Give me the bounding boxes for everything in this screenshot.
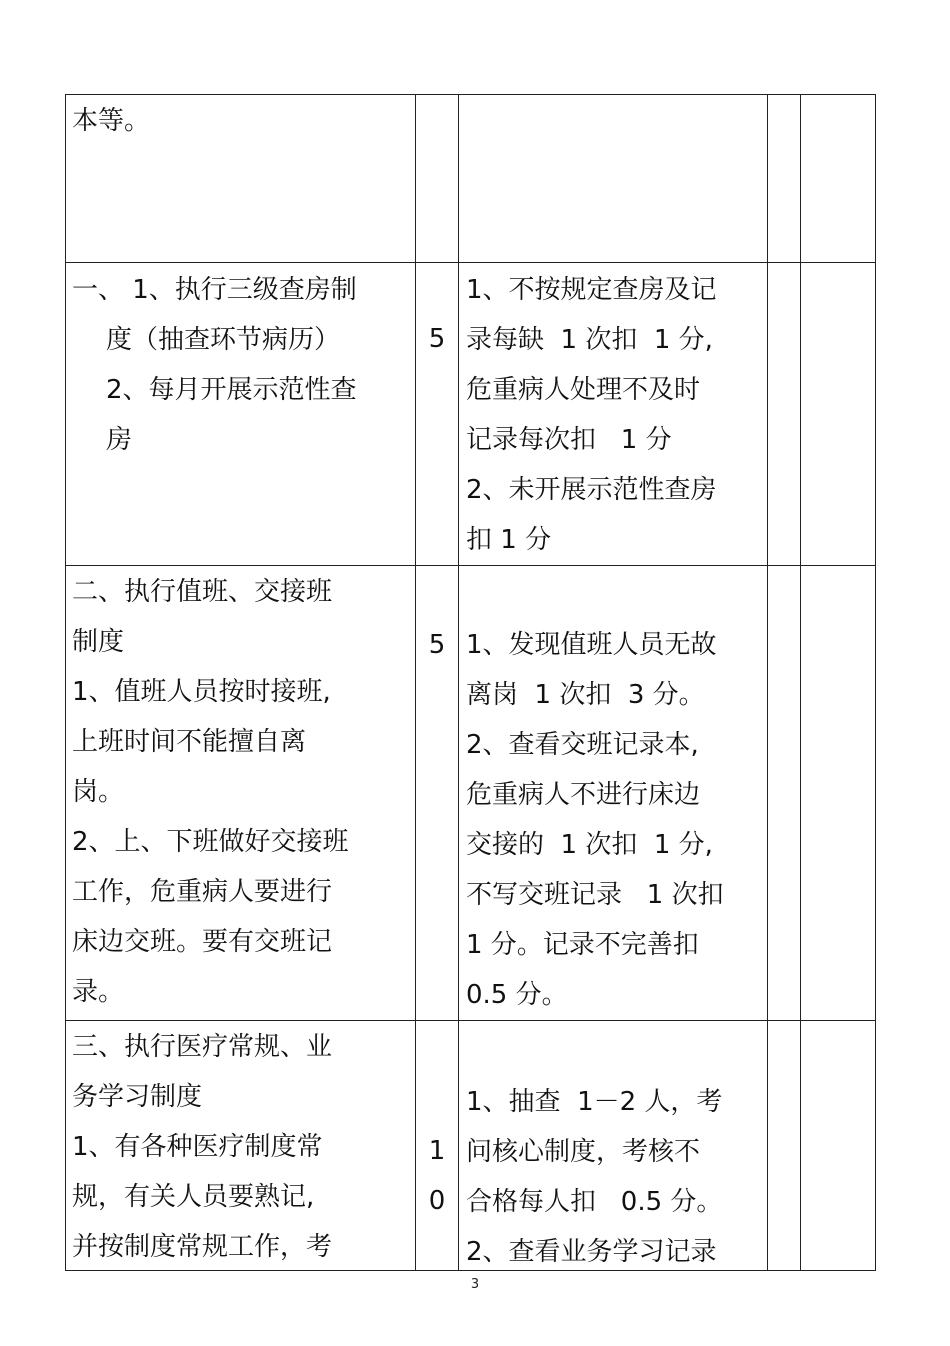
criteria-cell — [459, 95, 768, 263]
criteria-line: 2、未开展示范性查房 — [466, 475, 717, 505]
table-row — [66, 1021, 876, 1271]
criteria-line: 录每缺 1 次扣 1 分, — [466, 325, 713, 355]
item-line: 制度 — [72, 627, 125, 657]
table-row — [66, 95, 876, 263]
evaluation-table — [65, 94, 876, 1271]
criteria-cell — [459, 263, 768, 566]
criteria-line: 记录每次扣 1 分 — [466, 425, 672, 455]
blank-cell — [801, 1021, 876, 1271]
criteria-line: 2、查看交班记录本, — [466, 730, 699, 760]
item-line: 并按制度常规工作，考 — [72, 1232, 333, 1262]
score-digit: 1 — [428, 1136, 446, 1166]
criteria-line: 扣 1 分 — [466, 525, 552, 555]
item-cell — [66, 1021, 416, 1271]
blank-cell — [768, 263, 801, 566]
item-line: 规，有关人员要熟记, — [72, 1182, 315, 1212]
score-digit: 0 — [428, 1186, 446, 1216]
table-row — [66, 263, 876, 566]
item-line: 录。 — [72, 977, 125, 1007]
criteria-cell — [459, 566, 768, 1021]
criteria-line: 离岗 1 次扣 3 分。 — [466, 680, 705, 710]
blank-cell — [801, 566, 876, 1021]
criteria-line: 合格每人扣 0.5 分。 — [466, 1187, 723, 1217]
page-number: 3 — [470, 1277, 480, 1292]
item-cell — [66, 566, 416, 1021]
criteria-line: 2、查看业务学习记录 — [466, 1237, 717, 1267]
item-line: 岗。 — [72, 777, 125, 807]
item-line: 2、每月开展示范性查 — [106, 375, 357, 405]
item-line: 上班时间不能擅自离 — [72, 727, 307, 757]
criteria-line: 危重病人处理不及时 — [466, 375, 701, 405]
item-line: 度（抽查环节病历） — [106, 325, 341, 355]
item-line: 房 — [106, 425, 133, 455]
score-value: 5 — [428, 324, 446, 354]
criteria-line: 1、抽查 1－2 人，考 — [466, 1087, 723, 1117]
blank-cell — [801, 95, 876, 263]
criteria-line: 1 分。记录不完善扣 — [466, 930, 699, 960]
item-line: 2、上、下班做好交接班 — [72, 827, 349, 857]
item-line: 1、值班人员按时接班, — [72, 677, 331, 707]
criteria-line: 0.5 分。 — [466, 980, 568, 1010]
table-row — [66, 566, 876, 1021]
criteria-line: 问核心制度，考核不 — [466, 1137, 701, 1167]
item-cell — [66, 95, 416, 263]
score-value: 5 — [428, 630, 446, 660]
criteria-line: 不写交班记录 1 次扣 — [466, 880, 724, 910]
criteria-line: 交接的 1 次扣 1 分, — [466, 830, 713, 860]
item-line: 务学习制度 — [72, 1082, 203, 1112]
item-line: 二、执行值班、交接班 — [72, 577, 333, 607]
item-line: 工作，危重病人要进行 — [72, 877, 333, 907]
criteria-line: 危重病人不进行床边 — [466, 780, 701, 810]
score-cell — [416, 566, 459, 1021]
blank-cell — [801, 263, 876, 566]
blank-cell — [768, 566, 801, 1021]
item-line: 1、有各种医疗制度常 — [72, 1132, 323, 1162]
item-line: 本等。 — [72, 106, 151, 136]
item-cell — [66, 263, 416, 566]
item-line: 床边交班。要有交班记 — [72, 927, 333, 957]
item-line: 一、 1、执行三级查房制 — [72, 275, 357, 305]
blank-cell — [768, 95, 801, 263]
blank-cell — [768, 1021, 801, 1271]
criteria-cell — [459, 1021, 768, 1271]
item-line: 三、执行医疗常规、业 — [72, 1032, 333, 1062]
score-cell — [416, 263, 459, 566]
score-cell — [416, 95, 459, 263]
criteria-line: 1、不按规定查房及记 — [466, 275, 717, 305]
criteria-line: 1、发现值班人员无故 — [466, 630, 717, 660]
score-cell — [416, 1021, 459, 1271]
